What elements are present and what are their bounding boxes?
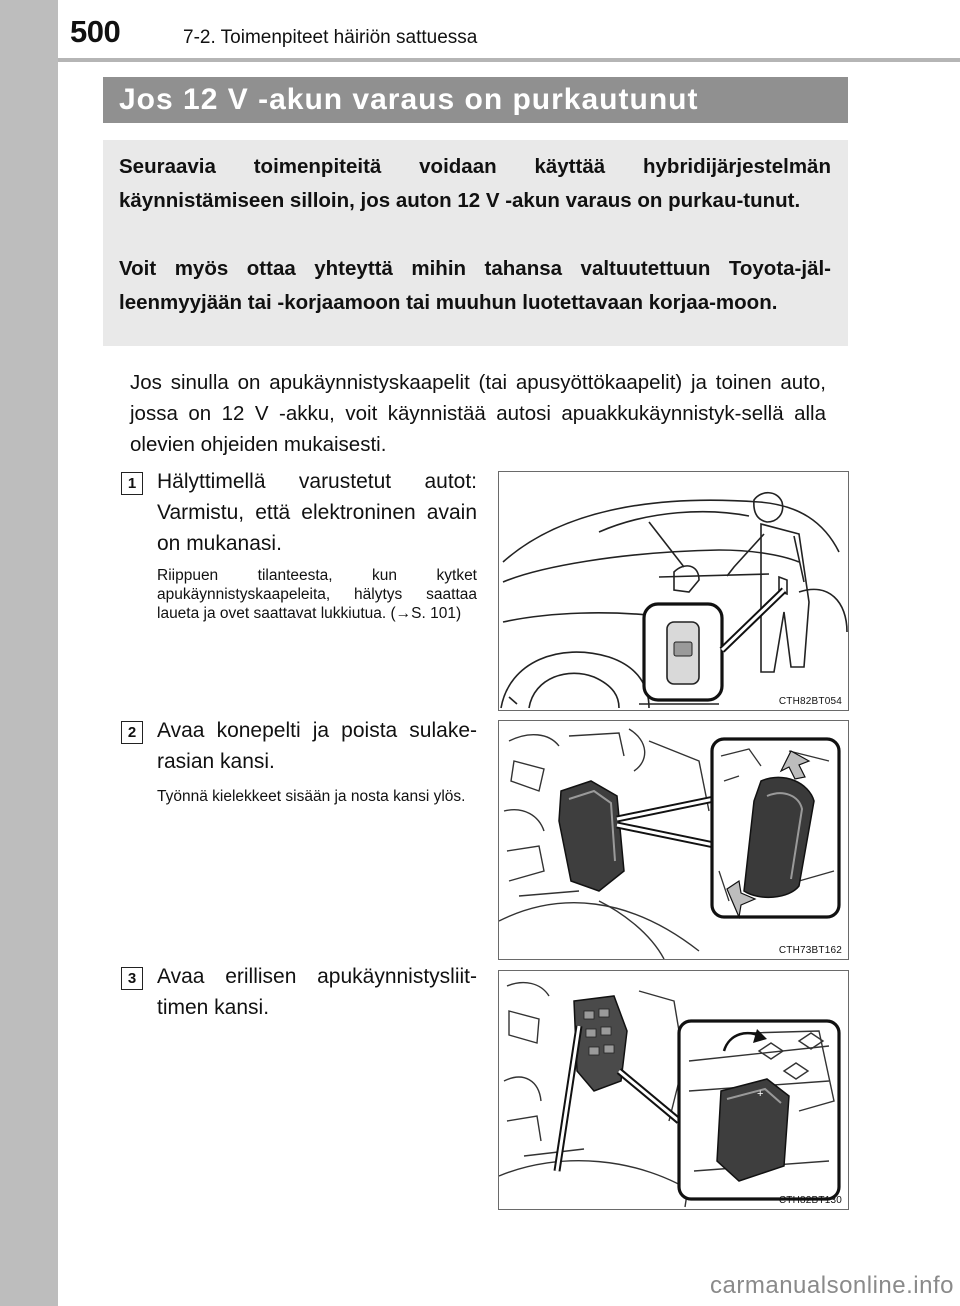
- section-title: Jos 12 V -akun varaus on purkautunut: [119, 83, 699, 116]
- svg-text:+: +: [757, 1088, 764, 1100]
- terminal-illustration: [499, 971, 848, 1209]
- step-note: Riippuen tilanteesta, kun kytket apukäynnistyskaapeleita, hälytys saattaa laueta ja ovet saattavat lukkiutua. (→S. 101): [157, 567, 477, 622]
- intro-box: [103, 140, 848, 346]
- step-instruction: Hälyttimellä varustetut autot: Varmistu, että elektroninen avain on mukanasi.: [157, 470, 477, 555]
- page-side-strip: [0, 0, 58, 1306]
- figure-code: CTH82BT054: [778, 696, 842, 707]
- section-title-bar: [103, 77, 848, 123]
- figure-code: CTH73BT162: [778, 945, 842, 956]
- page-number: 500: [70, 14, 121, 49]
- step-instruction: Avaa erillisen apukäynnistysliit-timen kansi.: [157, 965, 477, 1019]
- body-paragraph: Jos sinulla on apukäynnistyskaapelit (tai apusyöttökaapelit) ja toinen auto, jossa on 12 V -akku, voit käynnistää autosi apuakkukäynnistyk-sellä alla olevien ohjeiden mukaisesti.: [130, 371, 826, 456]
- figure-car-with-key: [498, 471, 849, 711]
- watermark: carmanualsonline.info: [710, 1272, 954, 1299]
- intro-paragraph-1: Seuraavia toimenpiteitä voidaan käyttää hybridijärjestelmän käynnistämiseen silloin, jos auton 12 V -akun varaus on purkau-tunut.: [119, 155, 831, 212]
- header-rule: [58, 58, 960, 62]
- step-number-badge: 1: [121, 472, 143, 495]
- step-number-badge: 3: [121, 967, 143, 990]
- intro-paragraph-2: Voit myös ottaa yhteyttä mihin tahansa valtuutettuun Toyota-jäl-leenmyyjään tai -korjaamoon tai muuhun luotettavaan korjaa-moon.: [119, 257, 831, 314]
- step-note: Työnnä kielekkeet sisään ja nosta kansi ylös.: [157, 788, 466, 805]
- car-illustration: [499, 472, 848, 710]
- figure-jump-start-terminal: [498, 970, 849, 1210]
- step-instruction: Avaa konepelti ja poista sulake-rasian kansi.: [157, 719, 477, 773]
- step-number-badge: 2: [121, 721, 143, 744]
- engine-bay-illustration: [499, 721, 848, 959]
- running-header: 7-2. Toimenpiteet häiriön sattuessa: [183, 27, 478, 48]
- figure-code: CTH82BT130: [778, 1195, 842, 1206]
- figure-fuse-box-cover: [498, 720, 849, 960]
